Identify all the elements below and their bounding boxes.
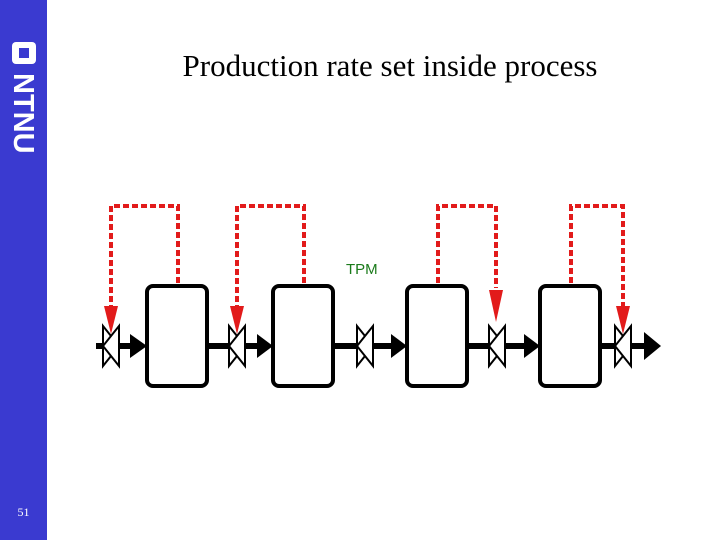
tpm-label: TPM xyxy=(346,261,378,278)
process-unit-3 xyxy=(407,286,467,386)
stream-arrow-out xyxy=(644,332,661,360)
stream-arrow-2 xyxy=(257,334,273,358)
page-number: 51 xyxy=(17,505,30,519)
control-arrow-3 xyxy=(489,290,503,322)
stream-arrow-3 xyxy=(391,334,407,358)
process-unit-2 xyxy=(273,286,333,386)
process-unit-1 xyxy=(147,286,207,386)
logo-text: NTNU xyxy=(7,73,39,154)
stream-arrow-1 xyxy=(130,334,147,358)
slide-title: Production rate set inside process xyxy=(182,48,598,83)
control-loop-3 xyxy=(438,206,496,288)
process-unit-4 xyxy=(540,286,600,386)
stream-arrow-4 xyxy=(524,334,540,358)
